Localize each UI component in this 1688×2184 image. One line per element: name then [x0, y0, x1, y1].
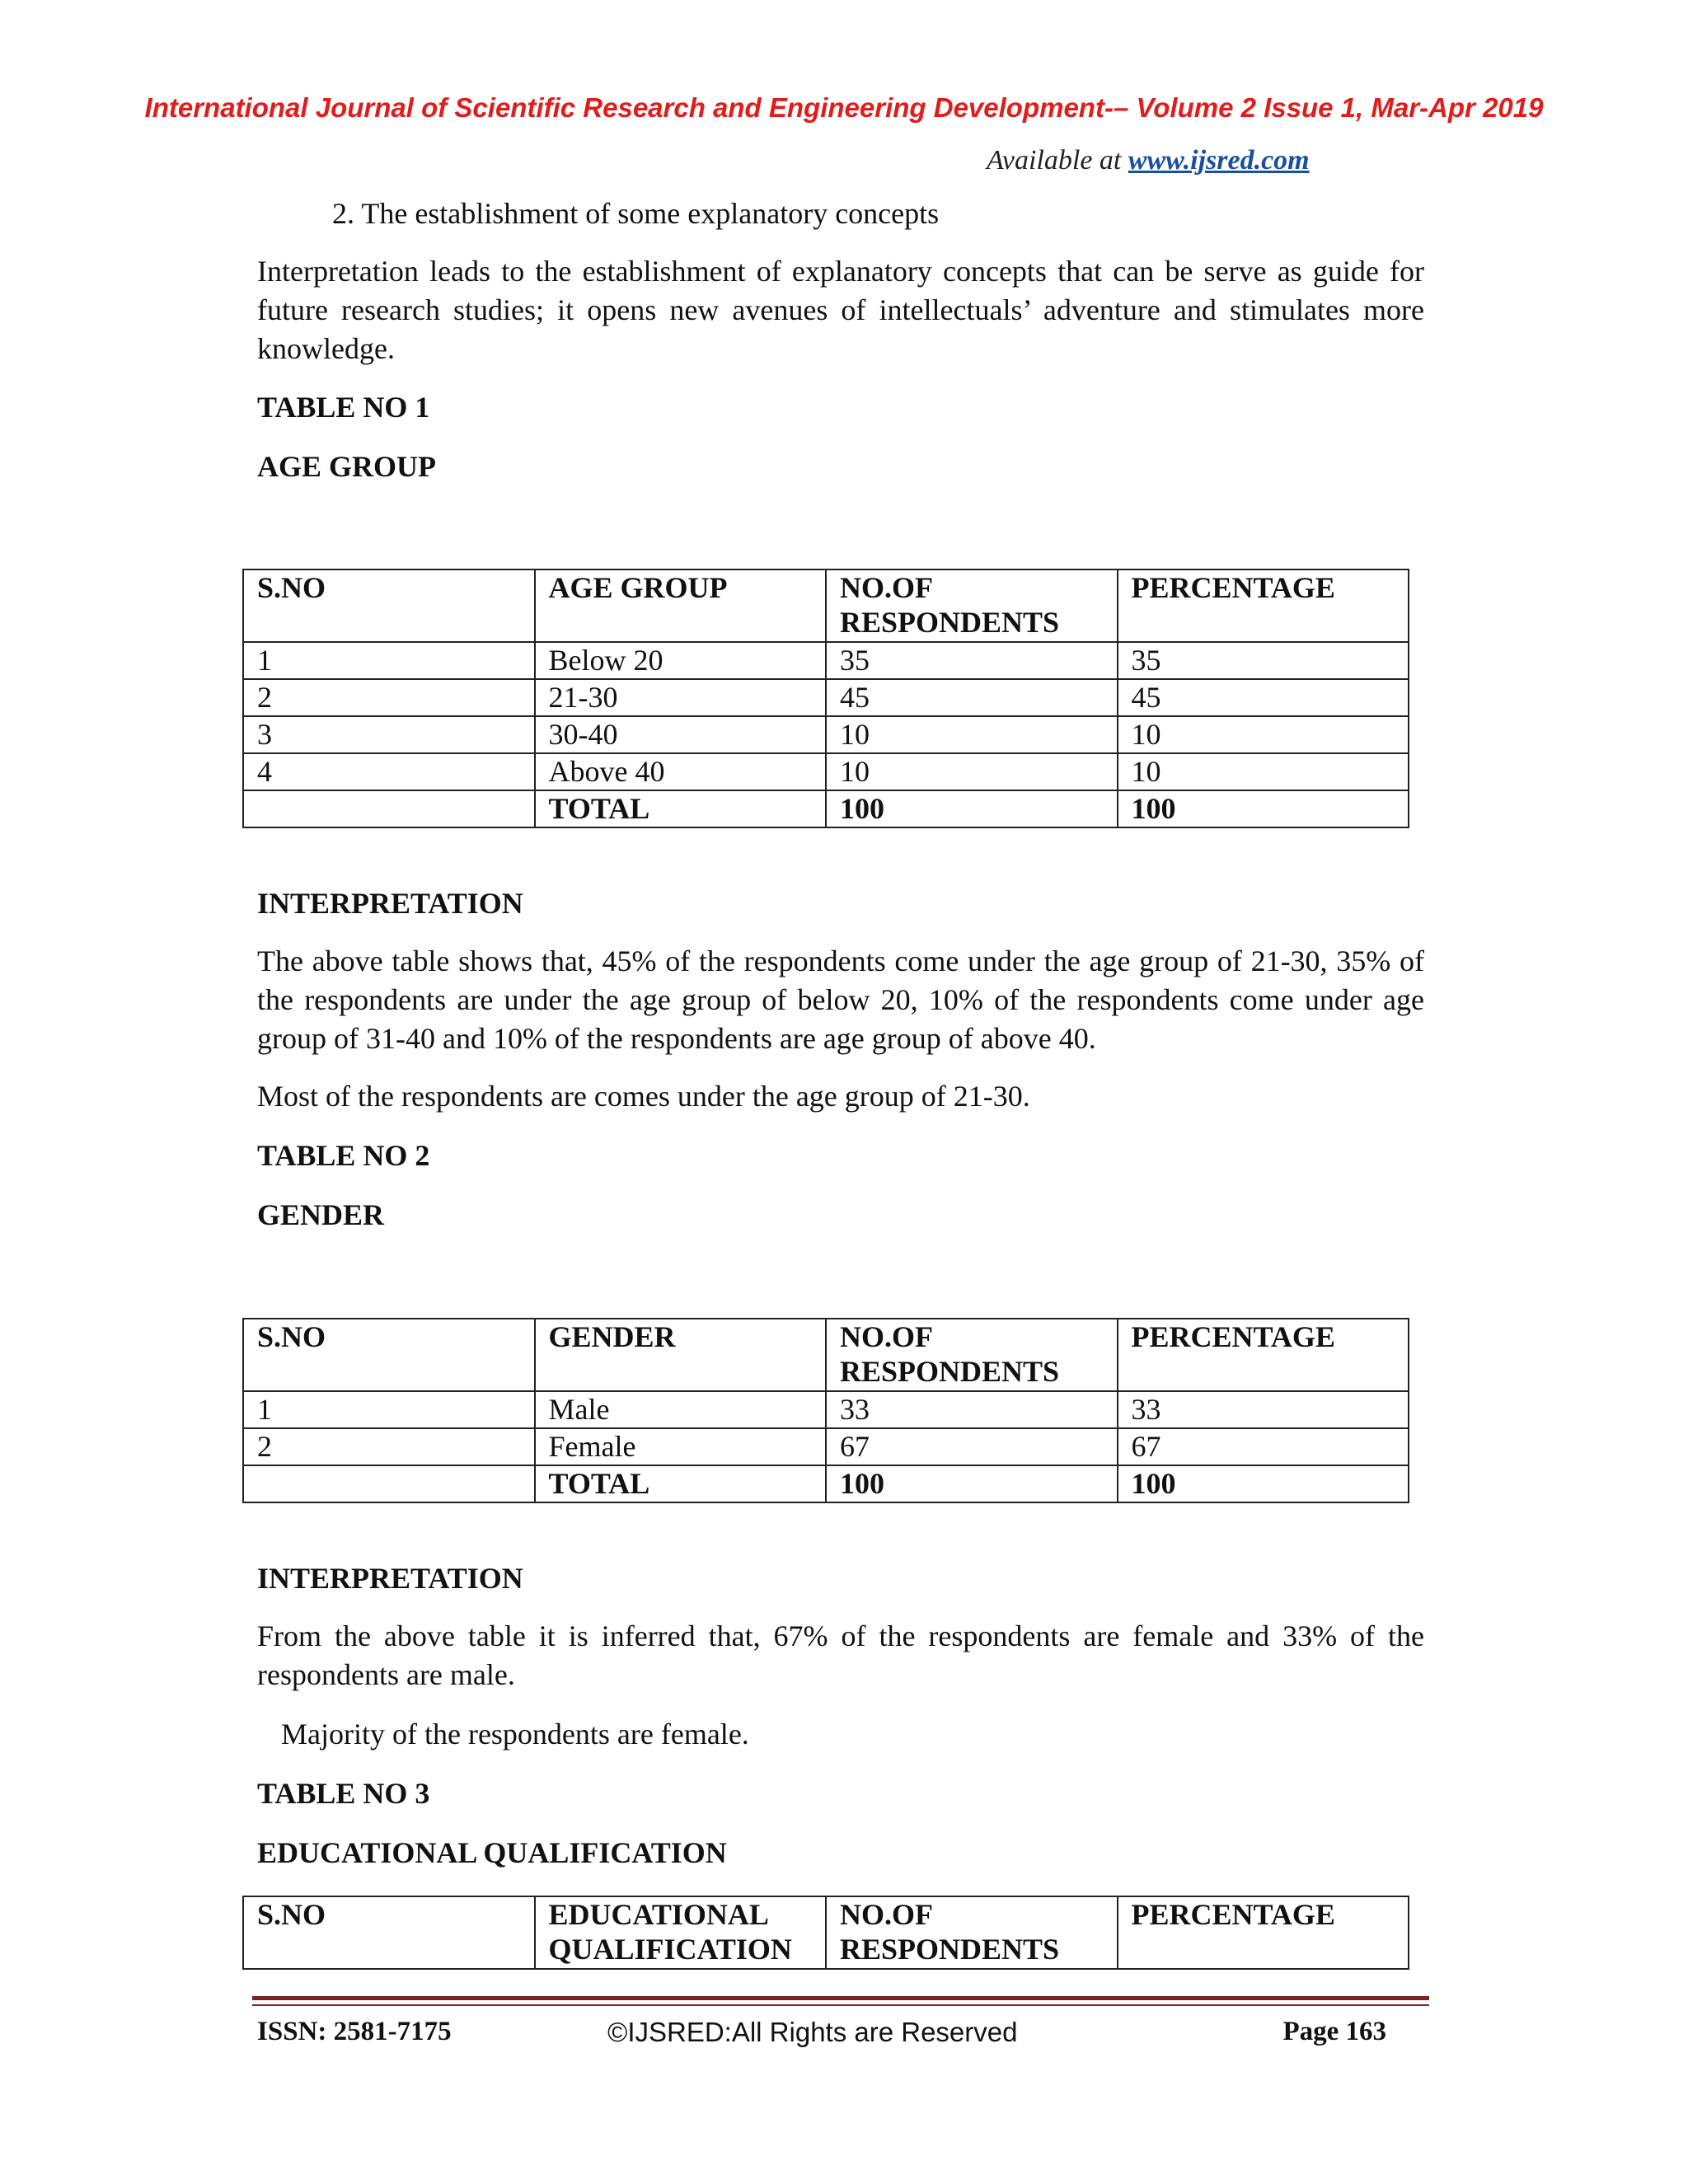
- table-cell: TOTAL: [535, 790, 827, 827]
- list-item-explanatory-concepts: 2. The establishment of some explanatory concepts: [332, 197, 940, 230]
- table-cell: 67: [1118, 1428, 1409, 1465]
- table-row: [243, 1391, 1409, 1428]
- footer-page-number: Page 163: [1282, 2017, 1386, 2046]
- table-cell: 35: [826, 642, 1118, 679]
- table-cell: 45: [1118, 679, 1409, 716]
- table-cell: 100: [1118, 1465, 1409, 1502]
- table-cell: Above 40: [535, 753, 827, 790]
- table-cell: [243, 1465, 535, 1502]
- table-cell: Male: [535, 1391, 827, 1428]
- table-header-cell: NO.OF RESPONDENTS: [826, 1319, 1118, 1391]
- page-footer: [257, 2017, 1386, 2053]
- table-cell: 3: [243, 716, 535, 753]
- table-cell: 10: [826, 753, 1118, 790]
- table-cell: 30-40: [535, 716, 827, 753]
- table-cell: 33: [1118, 1391, 1409, 1428]
- table-cell: Female: [535, 1428, 827, 1465]
- table-cell: 10: [826, 716, 1118, 753]
- table2-title: TABLE NO 2: [257, 1139, 430, 1172]
- table-cell: 4: [243, 753, 535, 790]
- table-header-cell: S.NO: [243, 569, 535, 642]
- table1-title: TABLE NO 1: [257, 391, 430, 424]
- table-cell: 10: [1118, 716, 1409, 753]
- table-cell: [243, 790, 535, 827]
- interpretation1-heading: INTERPRETATION: [257, 887, 523, 920]
- table-header-cell: S.NO: [243, 1896, 535, 1969]
- table-cell: TOTAL: [535, 1465, 827, 1502]
- table-header-cell: PERCENTAGE: [1118, 569, 1409, 642]
- table-header-cell: PERCENTAGE: [1118, 1896, 1409, 1969]
- intro-paragraph: Interpretation leads to the establishment of explanatory concepts that can be serve as guide for future research studies; it opens new avenues of intellectuals’ adventure and stimulates more knowledge.: [257, 255, 1424, 365]
- table-header-cell: AGE GROUP: [535, 569, 827, 642]
- table-educational-qualification: [242, 1896, 1409, 1970]
- footer-divider: [252, 1996, 1429, 2000]
- footer-divider-thin: [252, 2004, 1429, 2006]
- table1-subtitle: AGE GROUP: [257, 450, 437, 483]
- table-row: [243, 753, 1409, 790]
- table3-title: TABLE NO 3: [257, 1777, 430, 1810]
- available-prefix: Available at: [987, 145, 1128, 176]
- table2-subtitle: GENDER: [257, 1198, 385, 1231]
- table-cell: 100: [1118, 790, 1409, 827]
- availability-line: [987, 145, 1310, 176]
- table-total-row: [243, 1465, 1409, 1502]
- interpretation2-summary: Majority of the respondents are female.: [281, 1718, 749, 1750]
- interpretation1-summary: Most of the respondents are comes under the age group of 21-30.: [257, 1080, 1030, 1113]
- footer-issn: ISSN: 2581-7175: [257, 2017, 452, 2046]
- table-cell: 21-30: [535, 679, 827, 716]
- table-header-cell: PERCENTAGE: [1118, 1319, 1409, 1391]
- footer-rights: ©IJSRED:All Rights are Reserved: [607, 2017, 1018, 2047]
- table3-subtitle: EDUCATIONAL QUALIFICATION: [257, 1836, 727, 1869]
- table-gender: [242, 1318, 1409, 1503]
- table-header-cell: EDUCATIONAL QUALIFICATION: [535, 1896, 827, 1969]
- table-cell: 2: [243, 679, 535, 716]
- table-cell: 67: [826, 1428, 1118, 1465]
- table-cell: 1: [243, 642, 535, 679]
- table-age-group: [242, 569, 1409, 828]
- interpretation2-heading: INTERPRETATION: [257, 1562, 523, 1595]
- table-cell: 35: [1118, 642, 1409, 679]
- table-row: [243, 642, 1409, 679]
- table-cell: 100: [826, 1465, 1118, 1502]
- table-header-cell: NO.OF RESPONDENTS: [826, 1896, 1118, 1969]
- table-cell: 1: [243, 1391, 535, 1428]
- table-row: [243, 716, 1409, 753]
- table-cell: 10: [1118, 753, 1409, 790]
- table-header-cell: S.NO: [243, 1319, 535, 1391]
- interpretation1-paragraph: The above table shows that, 45% of the respondents come under the age group of 21-30, 35% of the respondents are under the age group of below 20, 10% of the respondents come under age group of 31-40 and 10% of the respondents are age group of above 40.: [257, 944, 1424, 1055]
- table-header-cell: NO.OF RESPONDENTS: [826, 569, 1118, 642]
- table-header-cell: GENDER: [535, 1319, 827, 1391]
- table-cell: 100: [826, 790, 1118, 827]
- table-row: [243, 679, 1409, 716]
- table-cell: 33: [826, 1391, 1118, 1428]
- journal-header: International Journal of Scientific Research and Engineering Development-– Volume 2 Issue 1, Mar-Apr 2019: [144, 92, 1544, 123]
- table-cell: Below 20: [535, 642, 827, 679]
- table-cell: 2: [243, 1428, 535, 1465]
- table-total-row: [243, 790, 1409, 827]
- table-row: [243, 1428, 1409, 1465]
- table-cell: 45: [826, 679, 1118, 716]
- journal-website-link[interactable]: www.ijsred.com: [1128, 145, 1310, 176]
- interpretation2-paragraph: From the above table it is inferred that, 67% of the respondents are female and 33% of the respondents are male.: [257, 1619, 1424, 1691]
